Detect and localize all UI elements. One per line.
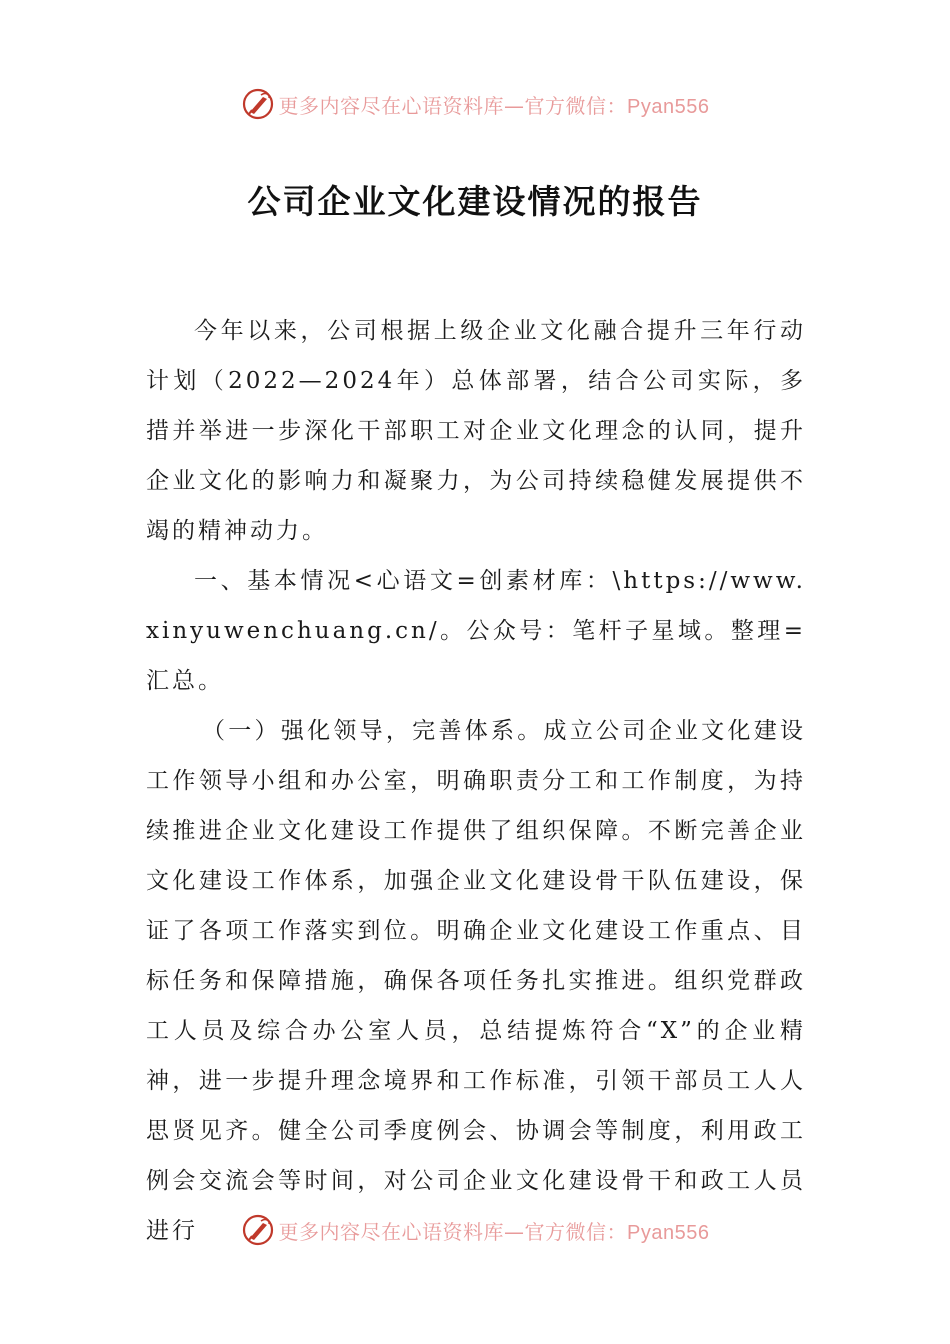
document-title: 公司企业文化建设情况的报告 <box>247 182 703 221</box>
watermark-official-label: 官方微信： <box>524 1219 628 1244</box>
paragraph-intro: 今年以来，公司根据上级企业文化融合提升三年行动计划（2022—2024年）总体部署，结合公司实际，多措并举进一步深化干部职工对企业文化理念的认同，提升企业文化的影响力和凝聚力，为公司持续稳健发展提供不竭的精神动力。 <box>146 318 806 544</box>
watermark-handle: Pyan556 <box>627 1221 710 1244</box>
watermark-handle: Pyan556 <box>627 95 710 118</box>
watermark-official-label: 官方微信： <box>524 93 628 118</box>
quill-pen-logo-icon <box>241 87 275 121</box>
watermark-site-name: 更多内容尽在心语资料库 <box>278 1219 505 1244</box>
header-watermark <box>0 84 950 124</box>
watermark-dash: — <box>504 1219 525 1244</box>
watermark-dash: — <box>504 93 525 118</box>
footer-watermark <box>0 1210 950 1250</box>
paragraph-leadership: （一）强化领导，完善体系。成立公司企业文化建设工作领导小组和办公室，明确职责分工和工作制度，为持续推进企业文化建设工作提供了组织保障。不断完善企业文化建设工作体系，加强企业文化建设骨干队伍建设，保证了各项工作落实到位。明确企业文化建设工作重点、目标任务和保障措施，确保各项任务扎实推进。组织党群政工人员及综合办公室人员，总结提炼符合“X”的企业精神，进一步提升理念境界和工作标准，引领干部员工人人思贤见齐。健全公司季度例会、协调会等制度，利用政工例会交流会等时间，对公司企业文化建设骨干和政工人员进行 <box>146 718 806 1244</box>
section-heading-basic-situation: 一、基本情况<心语文=创素材库：\https://www.xinyuwenchuang.cn/。公众号：笔杆子星域。整理=汇总。 <box>146 568 806 694</box>
watermark-text <box>279 1216 710 1245</box>
watermark-site-name: 更多内容尽在心语资料库 <box>278 93 505 118</box>
document-body <box>146 306 806 1256</box>
watermark-text <box>279 90 710 119</box>
quill-pen-logo-icon <box>241 1213 275 1247</box>
